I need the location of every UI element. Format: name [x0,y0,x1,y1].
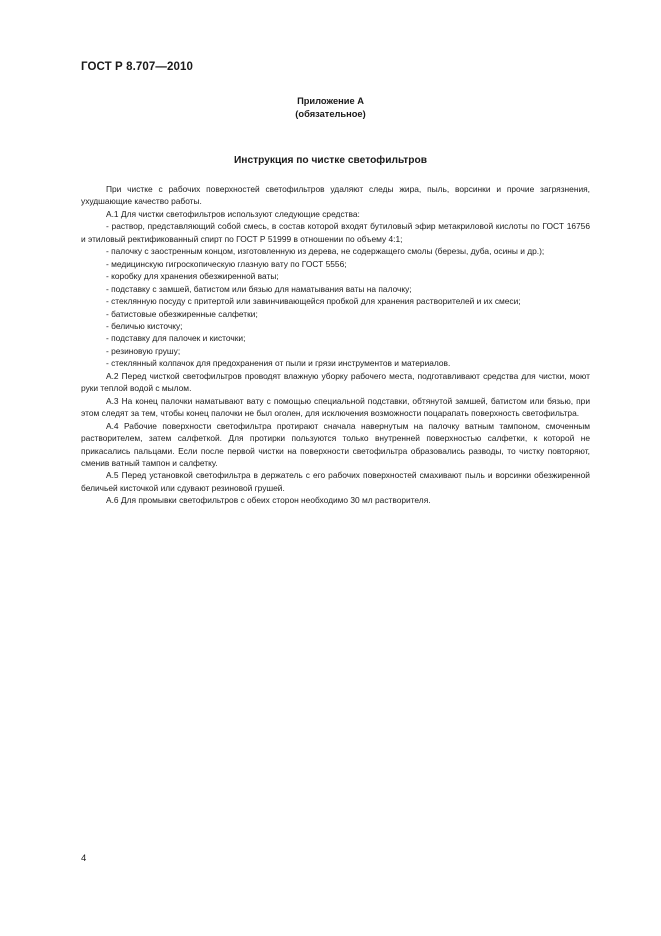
list-item: - резиновую грушу; [106,345,181,356]
list-item: - стеклянную посуду с притертой или завинчивающейся пробкой для хранения растворителей и их смеси; [106,296,521,307]
list-item: - батистовые обезжиренные салфетки; [106,308,258,319]
list-item: - беличью кисточку; [106,320,183,331]
appendix-status: (обязательное) [295,109,366,119]
intro-paragraph: При чистке с рабочих поверхностей светофильтров удаляют следы жира, пыль, ворсинки и прочие загрязнения, ухудшающие качество работы. [81,184,590,207]
paragraph-a5: А.5 Перед установкой светофильтра в держатель с его рабочих поверхностей смахивают пыль и ворсинки обезжиренной беличьей кисточкой или сдувают резиновой грушей. [81,470,590,493]
document-code: ГОСТ Р 8.707—2010 [81,61,193,73]
section-title: Инструкция по чистке светофильтров [233,155,428,166]
list-item: - подставку с замшей, батистом или бязью для наматывания ваты на палочку; [106,283,412,294]
list-item: - палочку с заостренным концом, изготовленную из дерева, не содержащего смолы (березы, дуба, осины и др.); [106,246,545,257]
list-item: - стеклянный колпачок для предохранения от пыли и грязи инструментов и материалов. [106,358,451,369]
paragraph-a4: А.4 Рабочие поверхности светофильтра протирают сначала навернутым на палочку ватным тампоном, смоченным растворителем, затем салфеткой. Для протирки пользуются только внутренней поверхностью салфетки, к которой не прикасались пальцами. Если после первой чистки на поверхности светофильтра образовались разводы, то чистку повторяют, сменив ватный тампон и салфетку. [81,420,590,468]
paragraph-a6: А.6 Для промывки светофильтров с обеих сторон необходимо 30 мл растворителя. [106,495,431,506]
list-item: - подставку для палочек и кисточки; [106,333,246,344]
list-item: - медицинскую гигроскопическую глазную вату по ГОСТ 5556; [106,258,347,269]
list-item: - раствор, представляющий собой смесь, в состав которой входят бутиловый эфир метакриловой кислоты по ГОСТ 16756 и этиловый ректификованный спирт по ГОСТ Р 51999 в отношении по объему 4:1; [81,221,590,244]
paragraph-a1: А.1 Для чистки светофильтров используют следующие средства: [106,208,360,219]
paragraph-a2: А.2 Перед чисткой светофильтров проводят влажную уборку рабочего места, подготавливают средства для чистки, моют руки теплой водой с мылом. [81,370,590,394]
list-item: - коробку для хранения обезжиренной ваты; [106,271,279,282]
appendix-label: Приложение А [297,96,364,106]
paragraph-a3: А.3 На конец палочки наматывают вату с помощью специальной подставки, обтянутой замшей, батистом или бязью, при этом следят за тем, чтобы конец палочки не был оголен, для исключения возможности поцарапать поверхность светофильтра. [81,395,590,419]
body-text [81,183,590,507]
page-number: 4 [81,853,87,864]
